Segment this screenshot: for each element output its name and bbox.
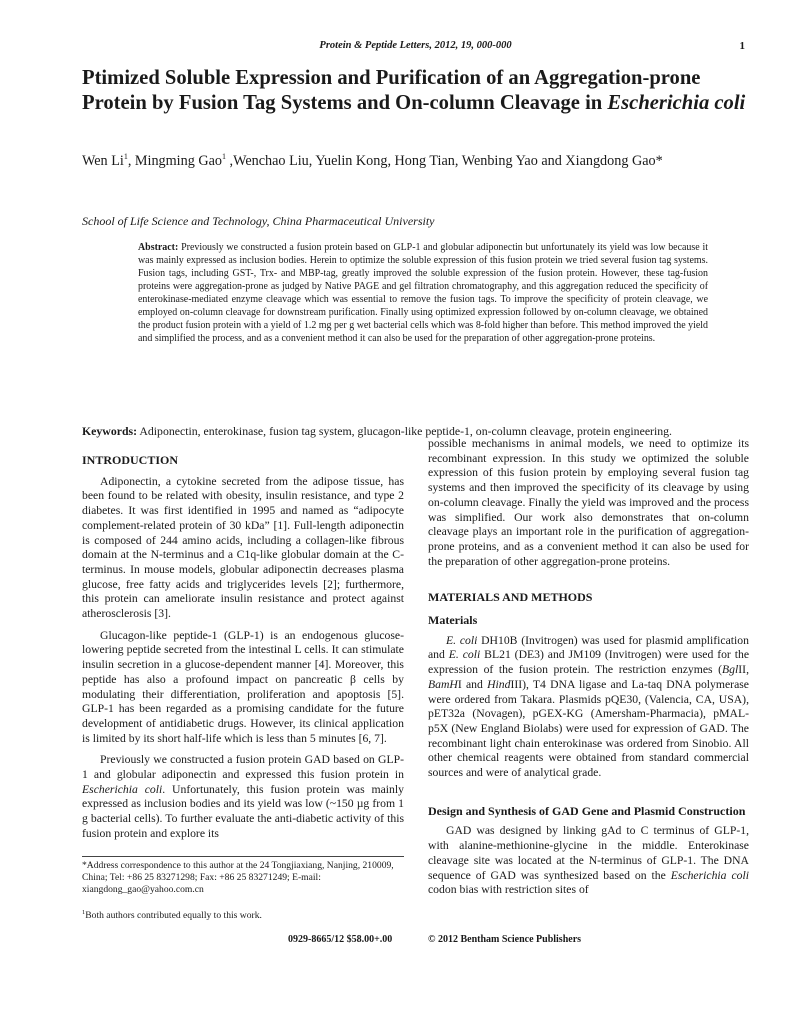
text-run-italic: Escherichia coli [82,782,163,796]
subsection-heading-materials: Materials [428,613,478,628]
abstract-label: Abstract: [138,242,179,253]
footnote-divider [82,856,404,857]
author-names-rest: ,Wenchao Liu, Yuelin Kong, Hong Tian, Wenbing Yao and Xiangdong Gao* [226,153,663,169]
paragraph: Glucagon-like peptide-1 (GLP-1) is an endogenous glucose-lowering peptide secreted from the intestinal L cells. It can stimulate insulin secretion in a glucose-dependent manner [4]. Moreover, this peptide has also a profound impact on pancreatic β cells by modulating their differentiation, proliferation and apoptosis [5]. GLP-1 has been regarded as a promising candidate for the future development of antidiabetic drugs. However, its clinical application is limited by its short half-life which is less than 5 minutes [6, 7]. [82,628,404,745]
abstract-text: Previously we constructed a fusion protein based on GLP-1 and globular adiponectin but unfortunately its yield was low because it was mainly expressed as inclusion bodies. Herein to optimize the soluble expression of this fusion protein we tried several fusion tag systems. Fusion tags, including GST-, Trx- and MBP-tag, greatly improved the soluble expression of the fusion protein. However, these tag-fusion proteins were aggregation-prone as judged by Native PAGE and gel filtration chromatography, and this aggregation reduced the specificity of enterokinase-mediated enzyme cleavage which was essential to remove the fusion tags. To improve the specificity of protein cleavage, we employed on-column cleavage for downstream purification. Finally using optimized expression followed by on-column cleavage, we obtained the product fusion protein with a yield of 1.2 mg per g wet bacterial cells which was 8-fold higher than before. This method improved the yield and simplified the process, and as a convenient method it can also be used for the preparation of other aggregation-prone proteins. [138,242,708,344]
running-head: Protein & Peptide Letters, 2012, 19, 000-000 [319,40,512,51]
author-name: Wen Li [82,153,124,169]
footnote-mark: 1 [82,909,86,916]
keywords-label: Keywords: [82,424,138,438]
text-run: II, [738,663,749,677]
footnote-correspondence: *Address correspondence to this author at the 24 Tongjiaxiang, Nanjing, 210009, China; Tel: +86 25 83271298; Fax: +86 25 83271249; E-mail: xiangdong_gao@yahoo.com.cn [82,860,394,895]
author-footnote-mark: 1 [222,152,226,161]
paragraph [82,753,404,841]
text-run: BL21 (DE3) and JM109 (Invitrogen) were used for the expression of the fusion protein. The restriction enzymes ( [428,648,750,677]
article-title [82,66,762,116]
subsection-heading-design: Design and Synthesis of GAD Gene and Plasmid Construction [428,803,746,818]
text-run: DH10B (Invitrogen) was used for plasmid amplification and [428,633,749,662]
paragraph: possible mechanisms in animal models, we need to optimize its recombinant expression. In this study we optimized the soluble expression of this fusion protein by employing several fusion tag systems and then improved the specificity of its cleavage by using on-column cleavage. Finally the yield was improved and the process was simplified. Our work also demonstrates that on-column cleavage plays an important role in the purification of aggregation-prone proteins, and as a convenient method it can also be used for the preparation of other aggregation-prone proteins. [428,437,749,568]
column-right [428,437,749,905]
abstract [138,241,708,345]
author-name: , Mingming Gao [127,153,222,169]
column-left [82,432,404,849]
paragraph [428,824,749,898]
text-run-italic: Escherichia coli [670,868,749,882]
text-run: Previously we constructed a fusion protein GAD based on GLP-1 and globular adiponectin and expressed this fusion protein in [82,753,404,782]
text-run: codon bias with restriction sites of [428,883,589,897]
text-run: III), T4 DNA ligase and La-taq DNA polymerase were ordered from Takara. Plasmids pQE30, (Valencia, CA, USA), pET32a (Novagen), pGEX-KG (Amersham-Pharmacia), pMAL-p5X (New England Biolabs) were used for expression of GAD. The recombinant light chain enterokinase was ordered from Sinobio. All other chemical reagents were obtained from standard commercial sources and were of analytical grade. [428,677,749,780]
text-run-italic: E. coli [448,648,481,662]
publisher-copyright: © 2012 Bentham Science Publishers [428,934,582,945]
footnote-equal-contribution [82,907,404,922]
text-run: I and [457,677,488,691]
affiliation: School of Life Science and Technology, China Pharmaceutical University [82,214,435,228]
author-list [82,147,722,171]
text-run: GAD was designed by linking gAd to C terminus of GLP-1, with alanine-methionine-glycine in the middle. Enterokinase cleavage site was located at the N-terminus of GLP-1. The DNA sequence of GAD was synthesized based on the [428,824,749,882]
title-organism: Escherichia coli [607,92,746,114]
issn-price: 0929-8665/12 $58.00+.00 [288,934,393,945]
keywords-text: Adiponectin, enterokinase, fusion tag system, glucagon-like peptide-1, on-column cleavage, protein engineering. [137,424,673,438]
text-run-italic: BamH [428,677,458,691]
footnote-text: Both authors contributed equally to this work. [85,910,262,921]
author-footnote-mark: 1 [123,152,128,161]
text-run-italic: E. coli [446,633,478,647]
paragraph [428,634,749,781]
title-main: Ptimized Soluble Expression and Purification of an Aggregation-prone Protein by Fusion Tag Systems and On-column Cleavage in [82,67,701,114]
section-heading-methods: MATERIALS AND METHODS [428,590,593,605]
text-run: . Unfortunately, this fusion protein was mainly expressed as inclusion bodies and its yield was low (~150 µg from 1 g bacterial cells). To further evaluate the anti-diabetic activity of this fusion protein and explore its [82,782,404,840]
text-run-italic: Bgl [722,663,739,677]
text-run-italic: Hind [487,677,511,691]
paragraph: Adiponectin, a cytokine secreted from the adipose tissue, has been found to be related with obesity, insulin resistance, and type 2 diabetes. It was first identified in 1995 and named as “adipocyte complement-related protein of 30 kDa” [1]. Full-length adiponectin is composed of 244 amino acids, including a collagen-like fibrous domain at the N-terminus and a C1q-like globular domain at the C-terminus. In mouse models, globular adiponectin decreases plasma glucose, free fatty acids and triglycerides levels [2]; furthermore, this protein can ameliorate insulin resistance and protect against atherosclerosis [3]. [82,474,404,621]
page-number: 1 [739,40,745,52]
section-heading-introduction: INTRODUCTION [82,453,179,467]
